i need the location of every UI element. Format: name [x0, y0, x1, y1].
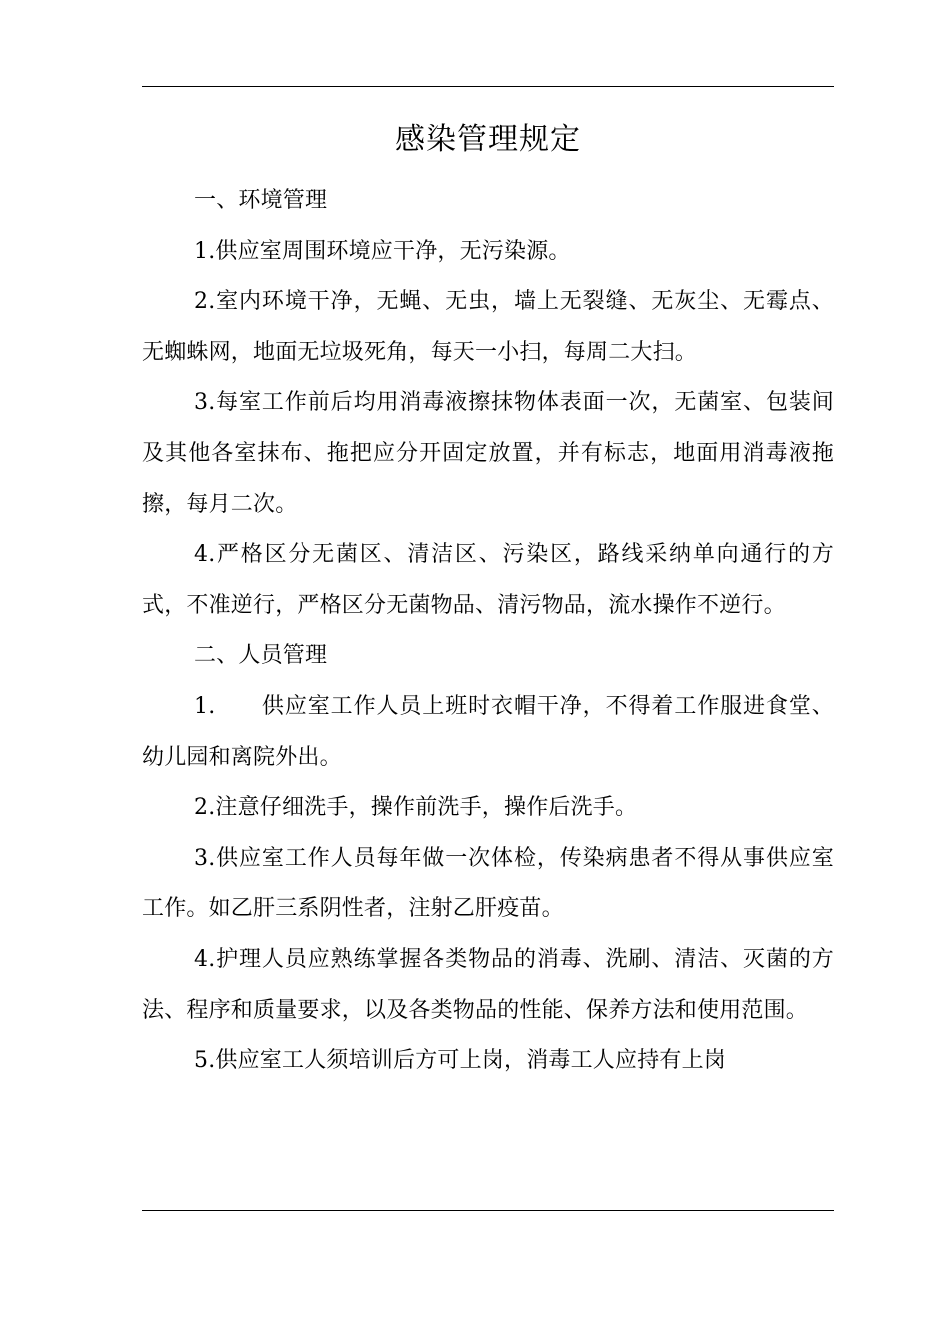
paragraph: 4.严格区分无菌区、清洁区、污染区，路线采纳单向通行的方式，不准逆行，严格区分无菌物品、清污物品，流水操作不逆行。 [142, 542, 834, 618]
paragraph: 1. 供应室工作人员上班时衣帽干净，不得着工作服进食堂、幼儿园和离院外出。 [142, 693, 834, 770]
paragraph: 2.注意仔细洗手，操作前洗手，操作后洗手。 [194, 795, 638, 821]
document-title: 感染管理规定 [395, 122, 581, 157]
section-heading-personnel: 二、人员管理 [194, 643, 328, 669]
paragraph: 3.供应室工作人员每年做一次体检，传染病患者不得从事供应室工作。如乙肝三系阴性者，注射乙肝疫苗。 [142, 845, 834, 922]
paragraph: 4.护理人员应熟练掌握各类物品的消毒、洗刷、清洁、灭菌的方法、程序和质量要求，以及各类物品的性能、保养方法和使用范围。 [142, 946, 834, 1023]
paragraph: 1.供应室周围环境应干净，无污染源。 [194, 238, 571, 264]
footer-rule [142, 1210, 834, 1211]
paragraph: 3.每室工作前后均用消毒液擦抹物体表面一次，无菌室、包装间及其他各室抹布、拖把应分开固定放置，并有标志，地面用消毒液拖擦，每月二次。 [142, 390, 834, 517]
document-body [142, 112, 834, 1087]
header-rule [142, 86, 834, 87]
section-heading-environment: 一、环境管理 [194, 188, 328, 213]
paragraph: 5.供应室工人须培训后方可上岗，消毒工人应持有上岗 [194, 1048, 726, 1074]
paragraph: 2.室内环境干净，无蝇、无虫，墙上无裂缝、无灰尘、无霉点、无蜘蛛网，地面无垃圾死角，每天一小扫，每周二大扫。 [142, 289, 834, 365]
